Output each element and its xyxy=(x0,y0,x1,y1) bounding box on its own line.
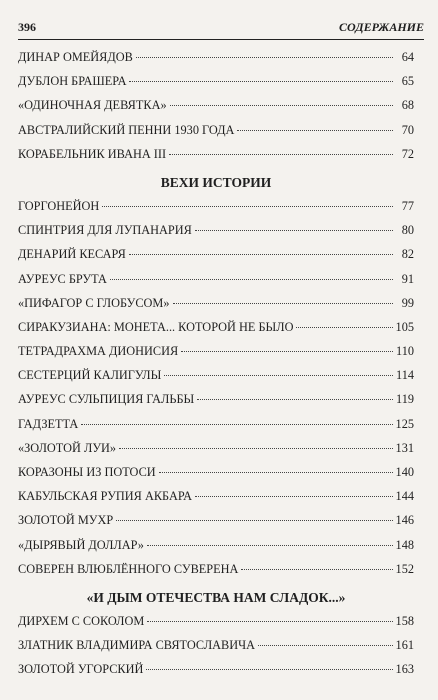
dot-leader xyxy=(195,496,393,497)
toc-entry-page: 82 xyxy=(401,247,414,262)
dot-leader xyxy=(116,520,392,521)
toc-entry-page: 64 xyxy=(401,50,414,64)
dot-leader xyxy=(81,424,392,425)
toc-entry-title: ДИРХЕМ С СОКОЛОМ xyxy=(18,613,145,628)
dot-leader xyxy=(170,105,393,106)
toc-entry-page: 80 xyxy=(401,223,414,238)
toc-entry-title: АУРЕУС СУЛЬПИЦИЯ ГАЛЬБЫ xyxy=(18,392,195,407)
toc-entry-page: 163 xyxy=(395,662,414,677)
toc-entry-title: ДИНАР ОМЕЙЯДОВ xyxy=(18,50,133,64)
toc-entry-page: 114 xyxy=(396,368,414,383)
toc-entry xyxy=(18,538,414,562)
toc-entry-title: СОВЕРЕН ВЛЮБЛЁННОГО СУВЕРЕНА xyxy=(18,561,239,576)
toc-entry xyxy=(18,272,414,296)
toc-entry-title: ДЕНАРИЙ КЕСАРЯ xyxy=(18,247,126,262)
running-title: СОДЕРЖАНИЕ xyxy=(339,20,424,34)
dot-leader xyxy=(110,279,393,280)
toc-entry xyxy=(18,147,414,171)
toc-entry-page: 140 xyxy=(395,465,414,479)
toc-entry-title: «ПИФАГОР С ГЛОБУСОМ» xyxy=(18,295,170,310)
toc-entry xyxy=(18,489,414,513)
toc-entry xyxy=(18,223,414,247)
toc-entry xyxy=(18,614,414,638)
toc-entry-page: 105 xyxy=(395,319,414,334)
toc-entry-title: КОРАБЕЛЬНИК ИВАНА III xyxy=(18,146,167,161)
page-number: 396 xyxy=(18,20,36,34)
toc-entry xyxy=(18,123,414,147)
dot-leader xyxy=(173,303,393,304)
toc-entry xyxy=(18,74,414,98)
toc-entry xyxy=(18,320,414,344)
dot-leader xyxy=(169,154,393,155)
toc-entry-page: 119 xyxy=(396,392,414,407)
dot-leader xyxy=(159,472,393,473)
toc-entry xyxy=(18,562,414,586)
toc-entry-title: «ОДИНОЧНАЯ ДЕВЯТКА» xyxy=(18,98,167,113)
section-heading: «И ДЫМ ОТЕЧЕСТВА НАМ СЛАДОК...» xyxy=(86,589,346,605)
toc-entry xyxy=(18,392,414,416)
dot-leader xyxy=(181,351,393,352)
dot-leader xyxy=(258,645,393,646)
dot-leader xyxy=(237,130,393,131)
toc-entry-page: 99 xyxy=(401,295,414,310)
toc-entry xyxy=(18,368,414,392)
toc-entry-page: 110 xyxy=(396,344,414,359)
toc-entry-title: АУРЕУС БРУТА xyxy=(18,271,107,286)
dot-leader xyxy=(147,545,393,546)
toc-entry-page: 144 xyxy=(395,489,414,504)
toc-entry xyxy=(18,513,414,537)
toc-entry-title: СИРАКУЗИАНА: МОНЕТА... КОТОРОЙ НЕ БЫЛО xyxy=(18,319,294,334)
toc-entry-title: ЗОЛОТОЙ МУХР xyxy=(18,513,114,528)
toc-entry-title: ТЕТРАДРАХМА ДИОНИСИЯ xyxy=(18,344,179,359)
toc-entry-title: СПИНТРИЯ ДЛЯ ЛУПАНАРИЯ xyxy=(18,223,192,238)
toc-entry-page: 131 xyxy=(395,440,414,455)
toc-entry xyxy=(18,50,414,74)
dot-leader xyxy=(129,81,393,82)
dot-leader xyxy=(146,669,392,670)
dot-leader xyxy=(195,230,393,231)
dot-leader xyxy=(241,569,392,570)
dot-leader xyxy=(164,375,393,376)
toc-entry-title: СЕСТЕРЦИЙ КАЛИГУЛЫ xyxy=(18,368,162,383)
toc-entry-page: 72 xyxy=(401,146,414,161)
toc-entry-page: 125 xyxy=(395,416,414,431)
toc-entry-title: ГАДЗЕТТА xyxy=(18,416,79,431)
section-heading: ВЕХИ ИСТОРИИ xyxy=(160,174,272,190)
toc-entry-page: 65 xyxy=(401,74,414,89)
toc-entry xyxy=(18,465,414,489)
toc-entry-title: АВСТРАЛИЙСКИЙ ПЕННИ 1930 ГОДА xyxy=(18,122,235,137)
toc-entry-page: 148 xyxy=(395,537,414,552)
dot-leader xyxy=(296,327,392,328)
toc-entry xyxy=(18,417,414,441)
toc-entry xyxy=(18,662,414,686)
toc-entry xyxy=(18,638,414,662)
toc-entry-page: 152 xyxy=(395,561,414,576)
toc-entry-title: «ДЫРЯВЫЙ ДОЛЛАР» xyxy=(18,537,144,552)
header-rule xyxy=(18,39,424,40)
dot-leader xyxy=(129,254,393,255)
toc-entry-title: ГОРГОНЕЙОН xyxy=(18,198,100,213)
toc-entry-title: КАБУЛЬСКАЯ РУПИЯ АКБАРА xyxy=(18,489,192,504)
toc-entry-page: 70 xyxy=(401,122,414,137)
dot-leader xyxy=(136,57,393,58)
toc-entry-page: 146 xyxy=(395,513,414,528)
toc-entry xyxy=(18,247,414,271)
toc-entry-title: «ЗОЛОТОЙ ЛУИ» xyxy=(18,440,117,455)
dot-leader xyxy=(147,621,392,622)
toc-entry-page: 77 xyxy=(401,198,414,213)
toc-entry-page: 68 xyxy=(401,98,414,113)
table-of-contents xyxy=(18,50,414,687)
toc-entry-title: ДУБЛОН БРАШЕРА xyxy=(18,74,127,89)
toc-entry-title: КОРАЗОНЫ ИЗ ПОТОСИ xyxy=(18,465,156,479)
toc-entry-title: ЗЛАТНИК ВЛАДИМИРА СВЯТОСЛАВИЧА xyxy=(18,638,256,653)
toc-entry-page: 91 xyxy=(401,271,414,286)
toc-entry xyxy=(18,344,414,368)
page-header xyxy=(18,20,424,35)
dot-leader xyxy=(197,399,393,400)
dot-leader xyxy=(119,448,392,449)
toc-entry xyxy=(18,441,414,465)
toc-entry xyxy=(18,296,414,320)
toc-entry xyxy=(18,98,414,122)
dot-leader xyxy=(102,206,393,207)
toc-entry-title: ЗОЛОТОЙ УГОРСКИЙ xyxy=(18,662,144,677)
toc-entry-page: 161 xyxy=(395,638,414,653)
toc-entry xyxy=(18,199,414,223)
toc-entry-page: 158 xyxy=(395,613,414,628)
